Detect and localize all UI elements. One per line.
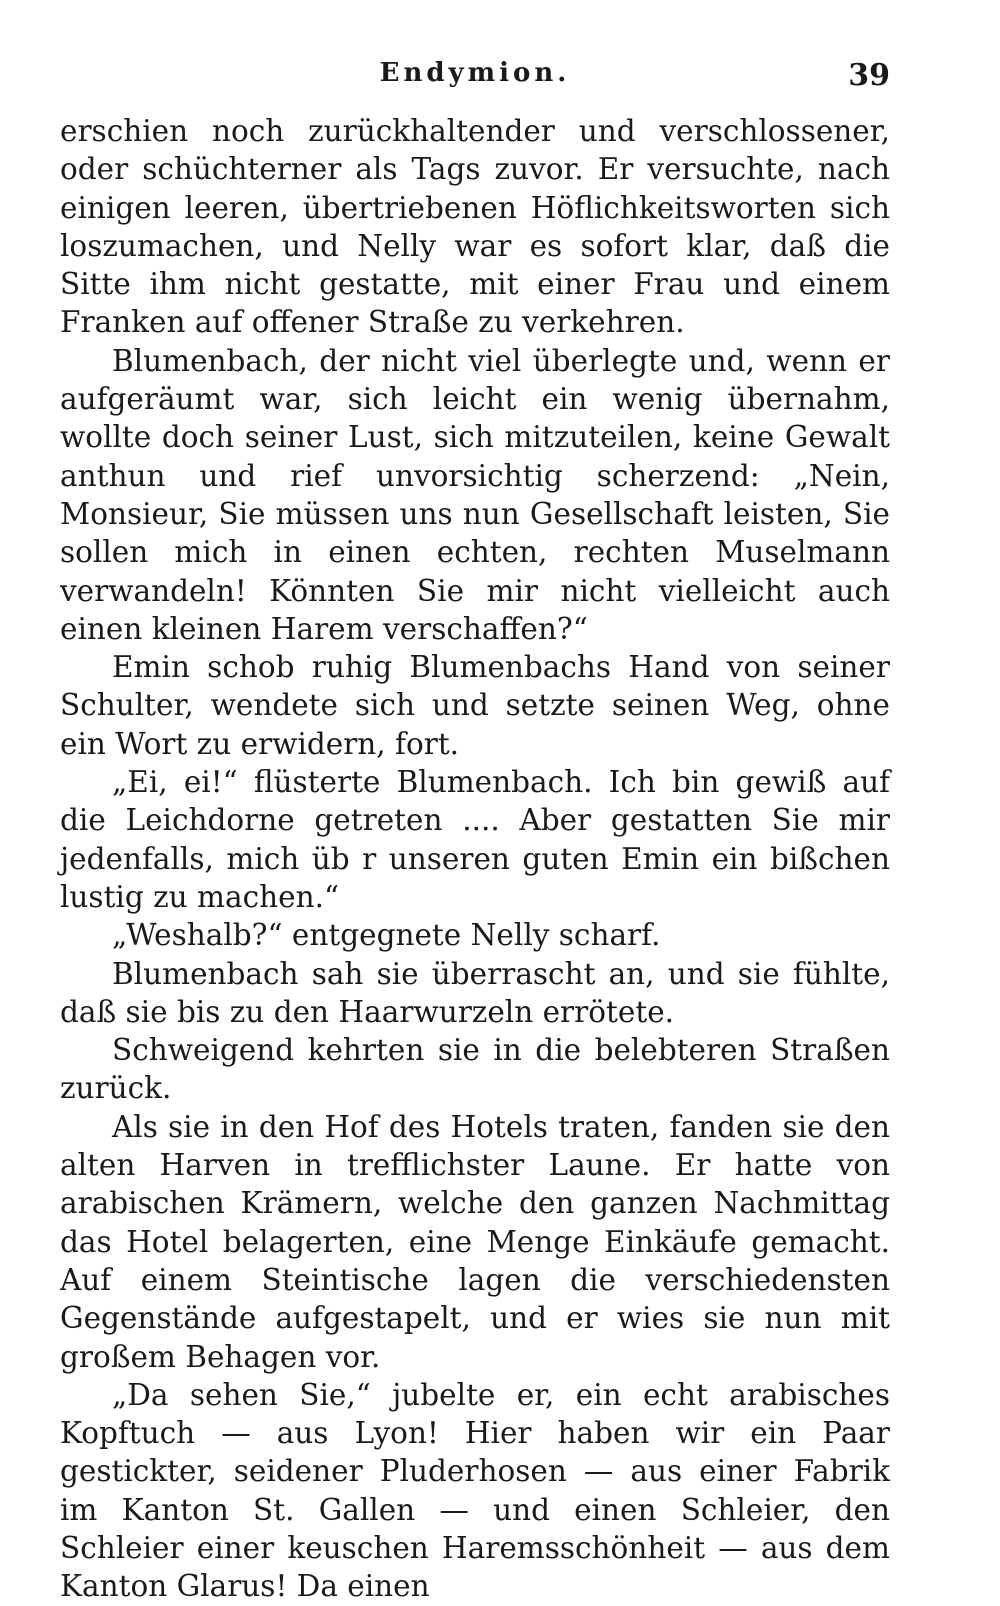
paragraph: Schweigend kehrten sie in die belebteren Straßen zurück.	[60, 1033, 890, 1106]
paragraph: „Weshalb?“ entgegnete Nelly scharf.	[112, 918, 661, 953]
paragraph: erschien noch zurückhaltender und verschlossener, oder schüchterner als Tags zuvor. Er versuchte, nach einigen leeren, übertriebenen Höflichkeitsworten sich loszumachen, und Nelly war es sofort klar, daß die Sitte ihm nicht gestatte, mit einer Frau und einem Franken auf offener Straße zu verkehren.	[60, 114, 890, 340]
paragraph: Blumenbach sah sie überrascht an, und sie fühlte, daß sie bis zu den Haarwurzeln errötete.	[60, 956, 890, 1029]
running-title: Endymion.	[379, 58, 571, 88]
paragraph: Emin schob ruhig Blumenbachs Hand von seiner Schulter, wendete sich und setzte seinen Weg, ohne ein Wort zu erwidern, fort.	[60, 650, 890, 761]
paragraph: „Da sehen Sie,“ jubelte er, ein echt arabisches Kopftuch — aus Lyon! Hier haben wir ein Paar gestickter, seidener Pluderhosen — aus einer Fabrik im Kanton St. Gallen — und einen Schleier, den Schleier einer keuschen Haremsschönheit — aus dem Kanton Glarus! Da einen	[60, 1377, 890, 1604]
body-text	[60, 112, 890, 1606]
paragraph: Blumenbach, der nicht viel überlegte und, wenn er aufgeräumt war, sich leicht ein wenig übernahm, wollte doch seiner Lust, sich mitzuteilen, keine Gewalt anthun und rief unvorsichtig scherzend: „Nein, Monsieur, Sie müssen uns nun Gesellschaft leisten, Sie sollen mich in einen echten, rechten Muselmann verwandeln! Könnten Sie mir nicht vielleicht auch einen kleinen Harem verschaffen?“	[60, 343, 890, 646]
running-head	[60, 58, 890, 98]
paragraph: „Ei, ei!“ flüsterte Blumenbach. Ich bin gewiß auf die Leichdorne getreten .... Aber gestatten Sie mir jedenfalls, mich üb r unseren guten Emin ein bißchen lustig zu machen.“	[60, 765, 890, 914]
paragraph: Als sie in den Hof des Hotels traten, fanden sie den alten Harven in trefflichster Laune. Er hatte von arabischen Krämern, welche den ganzen Nachmittag das Hotel belagerten, eine Menge Einkäufe gemacht. Auf einem Steintische lagen die verschiedensten Gegenstände aufgestapelt, und er wies sie nun mit großem Behagen vor.	[60, 1109, 890, 1374]
page-number: 39	[848, 58, 890, 93]
